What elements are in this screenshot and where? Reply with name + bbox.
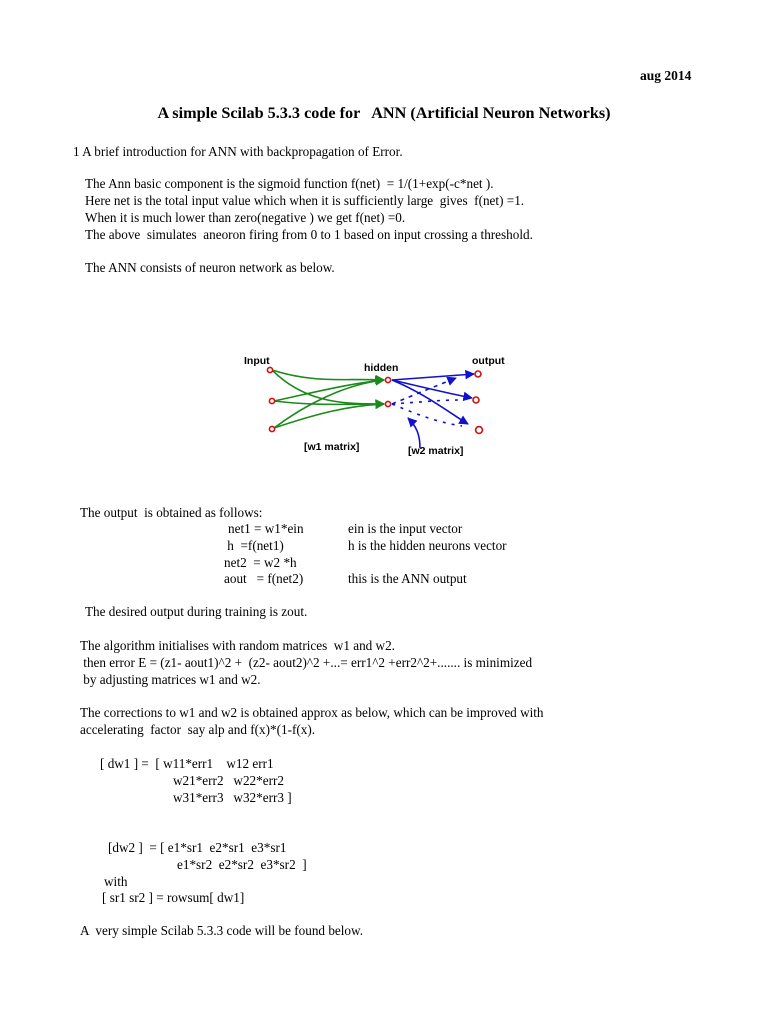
corrections-line-1: The corrections to w1 and w2 is obtained approx as below, which can be improved with <box>80 705 544 720</box>
algorithm-line-3: by adjusting matrices w1 and w2. <box>80 672 261 687</box>
corrections-line-2: accelerating factor say alp and f(x)*(1-f(x). <box>80 722 316 737</box>
label-hidden: hidden <box>364 362 399 374</box>
label-w1-matrix: [w1 matrix] <box>304 441 360 453</box>
equation-4: aout = f(net2) <box>224 571 304 586</box>
network-sentence: The ANN consists of neuron network as below. <box>85 260 335 275</box>
output-node-2 <box>473 397 479 403</box>
document-title: A simple Scilab 5.3.3 code for ANN (Artificial Neuron Networks) <box>157 104 611 122</box>
final-line: A very simple Scilab 5.3.3 code will be found below. <box>80 923 363 938</box>
input-node-3 <box>269 426 274 431</box>
intro-line-2: Here net is the total input value which when it is sufficiently large gives f(net) =1. <box>85 193 525 208</box>
algorithm-line-1: The algorithm initialises with random matrices w1 and w2. <box>80 638 395 653</box>
dw1-row-2: w21*err2 w22*err2 <box>173 773 284 788</box>
hidden-node-2 <box>385 401 390 406</box>
dw2-row-2: e1*sr2 e2*sr2 e3*sr2 ] <box>177 857 307 872</box>
label-w2-matrix: [w2 matrix] <box>408 445 464 457</box>
equation-2: h =f(net1) <box>224 538 284 553</box>
dw2-row-1: [dw2 ] = [ e1*sr1 e2*sr1 e3*sr1 <box>108 840 287 855</box>
date-label: aug 2014 <box>640 68 692 83</box>
dw2-with: with <box>104 874 128 889</box>
intro-line-4: The above simulates aneoron firing from 0 to 1 based on input crossing a threshold. <box>85 227 533 242</box>
ann-network-diagram <box>236 344 526 464</box>
dw1-row-1: [ dw1 ] = [ w11*err1 w12 err1 <box>100 756 274 771</box>
intro-line-3: When it is much lower than zero(negative ) we get f(net) =0. <box>85 210 406 225</box>
w2-links <box>392 374 474 448</box>
label-output: output <box>472 355 505 367</box>
output-node-1 <box>475 371 481 377</box>
intro-heading: 1 A brief introduction for ANN with backpropagation of Error. <box>73 144 403 159</box>
input-node-2 <box>269 398 274 403</box>
dw2-rowsum: [ sr1 sr2 ] = rowsum[ dw1] <box>102 890 245 905</box>
equation-1-note: ein is the input vector <box>348 521 463 536</box>
w1-links <box>272 370 384 428</box>
equation-4-note: this is the ANN output <box>348 571 467 586</box>
dw1-row-3: w31*err3 w32*err3 ] <box>173 790 292 805</box>
equation-2-note: h is the hidden neurons vector <box>348 538 507 553</box>
output-intro: The output is obtained as follows: <box>80 505 263 520</box>
desired-output-line: The desired output during training is zout. <box>85 604 308 619</box>
input-node-1 <box>267 367 272 372</box>
equation-1: net1 = w1*ein <box>228 521 304 536</box>
algorithm-line-2: then error E = (z1- aout1)^2 + (z2- aout2)^2 +...= err1^2 +err2^2+....... is minimized <box>80 655 533 670</box>
output-node-3 <box>476 427 483 434</box>
hidden-node-1 <box>385 377 390 382</box>
equation-3: net2 = w2 *h <box>224 555 297 570</box>
intro-line-1: The Ann basic component is the sigmoid function f(net) = 1/(1+exp(-c*net ). <box>85 176 494 191</box>
label-input: Input <box>244 355 270 367</box>
